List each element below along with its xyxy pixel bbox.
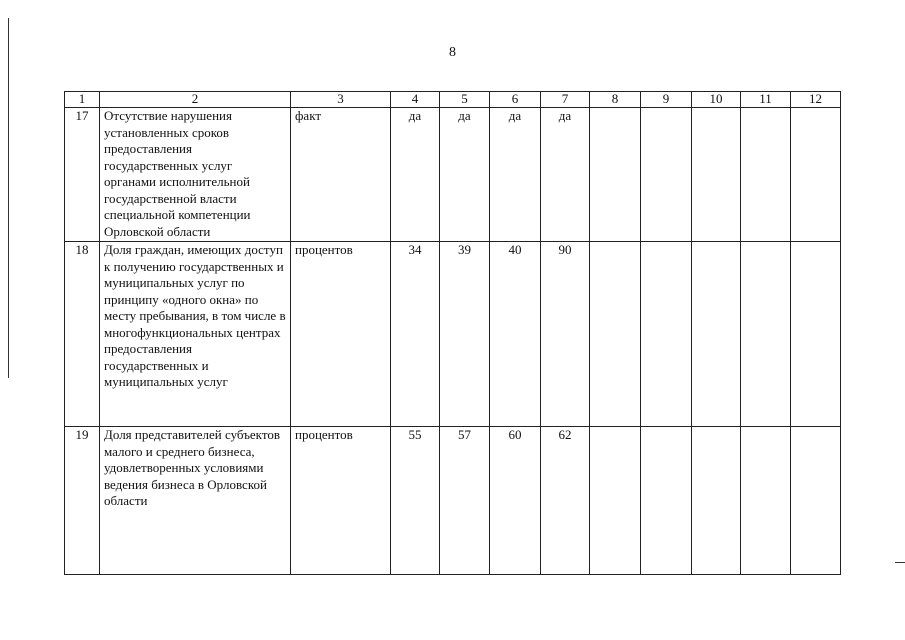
- value-cell: [741, 242, 791, 427]
- value-cell: да: [490, 108, 541, 242]
- value-cell: 55: [391, 427, 440, 575]
- value-cell: [641, 108, 692, 242]
- value-cell: [741, 427, 791, 575]
- page-number: 8: [449, 45, 456, 60]
- value-cell: [791, 242, 841, 427]
- table-header-row: [65, 92, 841, 108]
- value-cell: [590, 108, 641, 242]
- value-cell: да: [541, 108, 590, 242]
- value-cell: [791, 427, 841, 575]
- value-cell: [590, 242, 641, 427]
- value-cell: 60: [490, 427, 541, 575]
- table-row: [65, 242, 841, 427]
- row-number: 18: [65, 242, 100, 427]
- value-cell: [741, 108, 791, 242]
- table-row: [65, 427, 841, 575]
- header-cell: 5: [440, 92, 490, 108]
- value-cell: 39: [440, 242, 490, 427]
- header-cell: 10: [692, 92, 741, 108]
- row-number: 17: [65, 108, 100, 242]
- row-number: 19: [65, 427, 100, 575]
- value-cell: [641, 427, 692, 575]
- value-cell: [791, 108, 841, 242]
- value-cell: [692, 427, 741, 575]
- header-cell: 2: [100, 92, 291, 108]
- header-cell: 3: [291, 92, 391, 108]
- value-cell: 34: [391, 242, 440, 427]
- table-row: [65, 108, 841, 242]
- value-cell: [590, 427, 641, 575]
- margin-tick-mark: [895, 562, 905, 563]
- value-cell: 57: [440, 427, 490, 575]
- indicator-name: Доля представителей субъектов малого и среднего бизнеса, удовлетворенных условиями ведения бизнеса в Орловской области: [100, 427, 291, 575]
- unit-cell: процентов: [291, 242, 391, 427]
- value-cell: [641, 242, 692, 427]
- header-cell: 8: [590, 92, 641, 108]
- unit-cell: факт: [291, 108, 391, 242]
- header-cell: 1: [65, 92, 100, 108]
- header-cell: 9: [641, 92, 692, 108]
- header-cell: 7: [541, 92, 590, 108]
- header-cell: 12: [791, 92, 841, 108]
- unit-cell: процентов: [291, 427, 391, 575]
- value-cell: 90: [541, 242, 590, 427]
- indicator-name: Доля граждан, имеющих доступ к получению государственных и муниципальных услуг по принципу «одного окна» по месту пребывания, в том числе в многофункциональных центрах предоставления государственных и муниципальных услуг: [100, 242, 291, 427]
- value-cell: да: [391, 108, 440, 242]
- header-cell: 4: [391, 92, 440, 108]
- value-cell: [692, 242, 741, 427]
- value-cell: да: [440, 108, 490, 242]
- indicators-table: [64, 91, 841, 575]
- header-cell: 11: [741, 92, 791, 108]
- binding-margin-line: [8, 18, 9, 378]
- value-cell: 62: [541, 427, 590, 575]
- value-cell: 40: [490, 242, 541, 427]
- header-cell: 6: [490, 92, 541, 108]
- indicator-name: Отсутствие нарушения установленных сроков предоставления государственных услуг органами исполнительной государственной власти специальной компетенции Орловской области: [100, 108, 291, 242]
- value-cell: [692, 108, 741, 242]
